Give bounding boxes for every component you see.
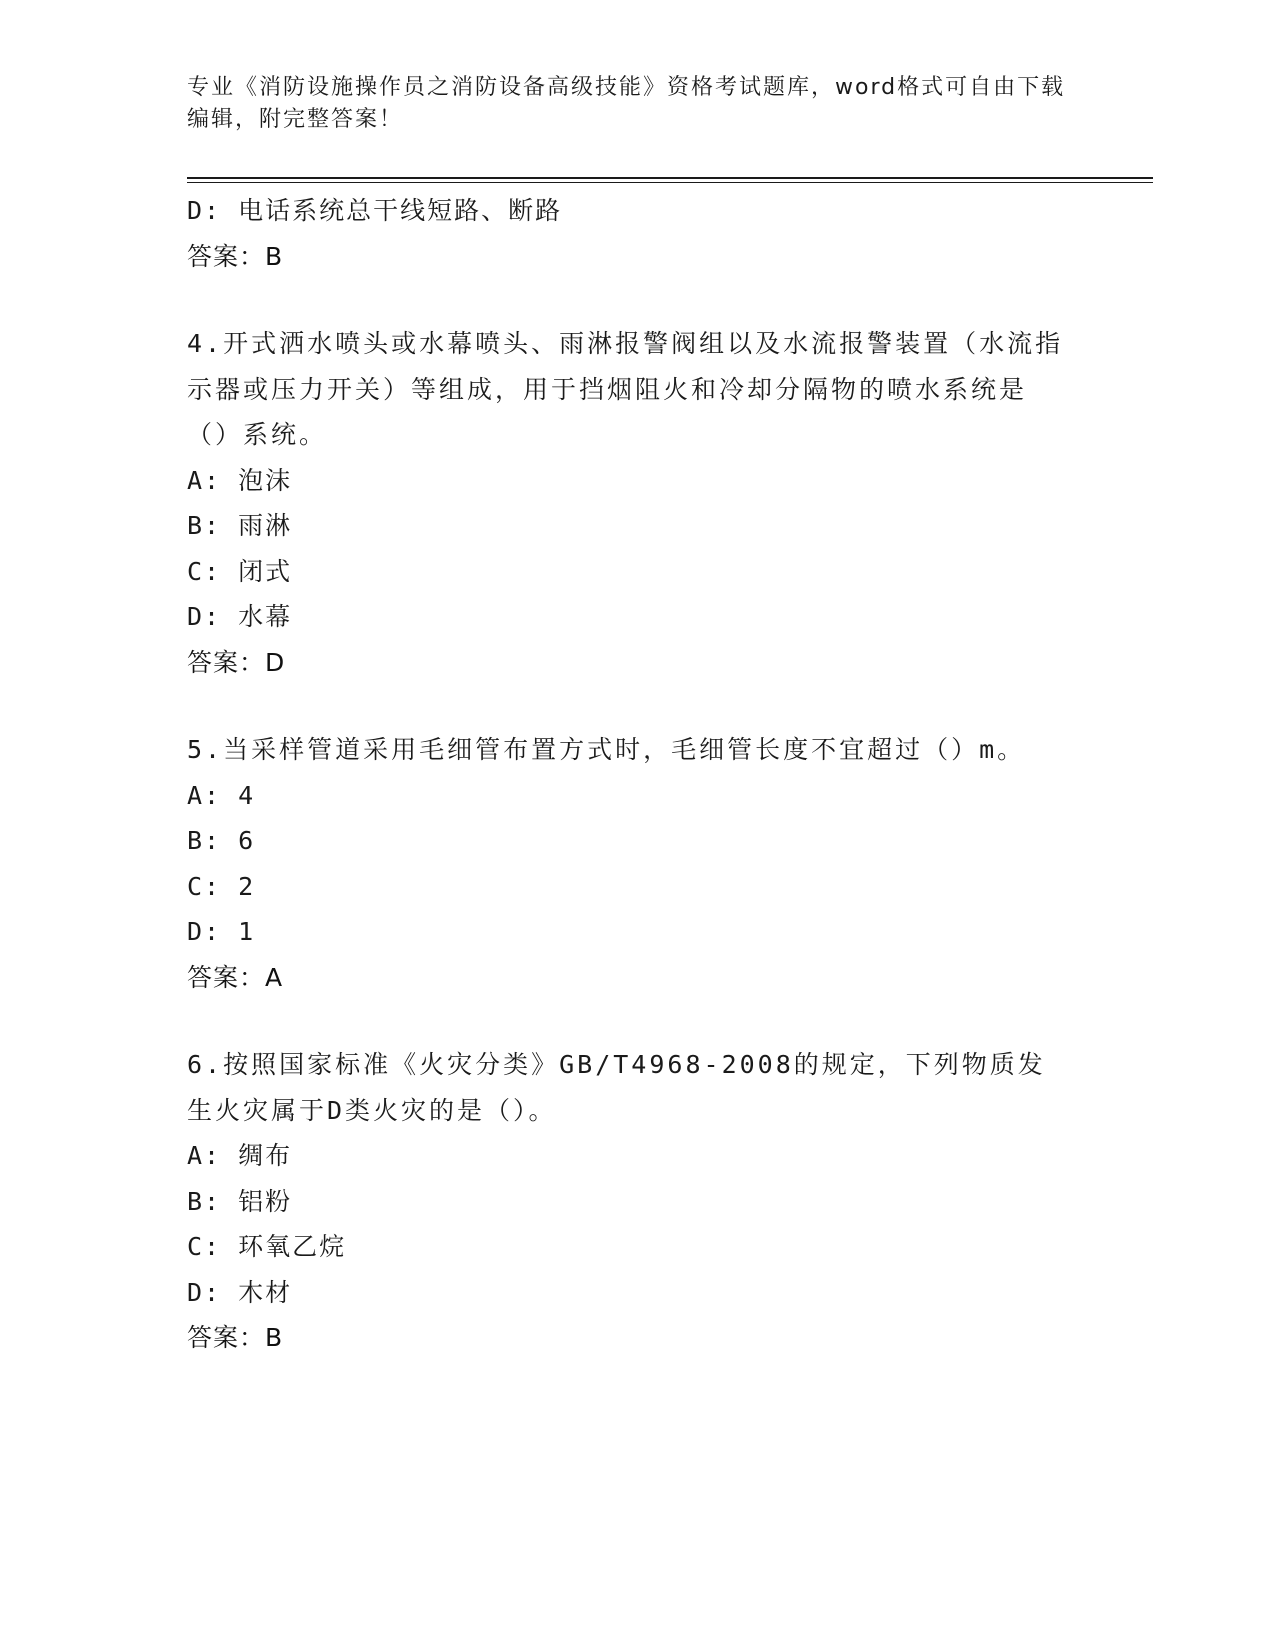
spacer <box>187 1000 1087 1042</box>
prev-question-answer: 答案：B <box>187 241 284 271</box>
option-a: A: 绸布 <box>187 1141 293 1170</box>
question-text: 4.开式洒水喷头或水幕喷头、雨淋报警阀组以及水流报警装置（水流指示器或压力开关）等组成，用于挡烟阻火和冷却分隔物的喷水系统是（）系统。 <box>187 329 1064 449</box>
option-b: B: 铝粉 <box>187 1186 293 1216</box>
question-text: 5.当采样管道采用毛细管布置方式时，毛细管长度不宜超过（）m。 <box>187 735 1026 764</box>
spacer <box>187 685 1087 727</box>
prev-question-option-d: D: 电话系统总干线短路、断路 <box>187 196 563 225</box>
option-c: C: 环氧乙烷 <box>187 1232 347 1261</box>
question-4 <box>187 321 1087 685</box>
document-header: 专业《消防设施操作员之消防设备高级技能》资格考试题库，word格式可自由下载编辑，附完整答案！ <box>187 75 1066 132</box>
question-text: 6.按照国家标准《火灾分类》GB/T4968-2008的规定，下列物质发生火灾属于D类火灾的是（）。 <box>187 1050 1046 1125</box>
option-d: D: 水幕 <box>187 602 293 631</box>
header-rule-thick <box>187 177 1153 179</box>
option-a: A: 4 <box>187 780 256 810</box>
option-d: D: 木材 <box>187 1277 293 1307</box>
answer: 答案：B <box>187 1323 284 1352</box>
answer: 答案：D <box>187 647 286 677</box>
header-rule-thin <box>187 182 1153 183</box>
question-6 <box>187 1042 1087 1361</box>
option-c: C: 闭式 <box>187 556 293 586</box>
option-b: B: 6 <box>187 826 256 855</box>
answer: 答案：A <box>187 962 284 992</box>
option-c: C: 2 <box>187 871 256 901</box>
spacer <box>187 279 1087 321</box>
option-d: D: 1 <box>187 917 256 946</box>
question-list <box>187 188 1087 1361</box>
option-a: A: 泡沫 <box>187 465 293 495</box>
question-5 <box>187 727 1087 1000</box>
option-b: B: 雨淋 <box>187 511 293 540</box>
